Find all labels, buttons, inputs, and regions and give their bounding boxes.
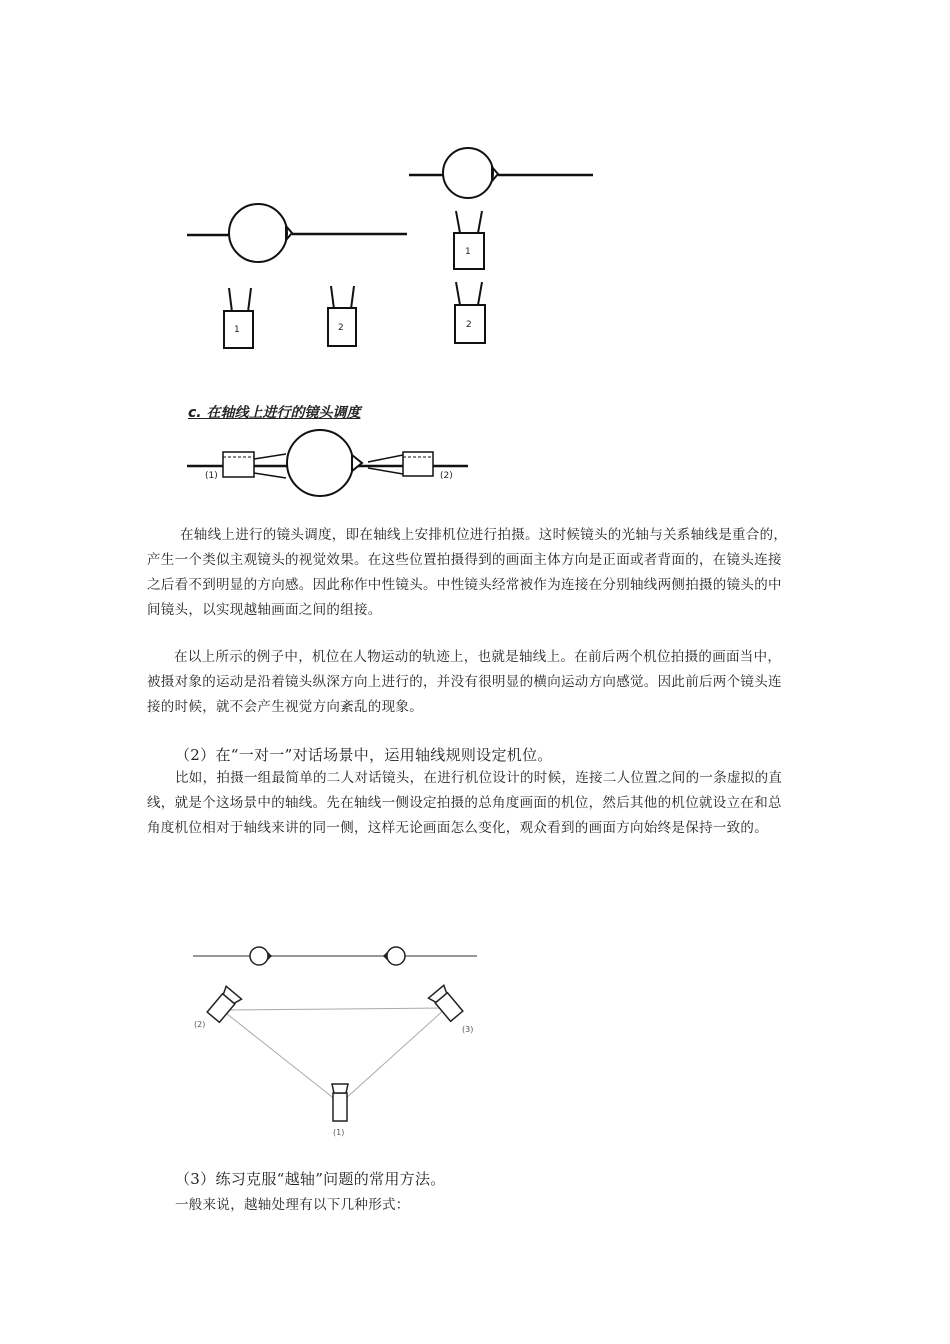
camera-2-icon <box>206 986 242 1023</box>
position-label: (2) <box>194 1020 206 1029</box>
camera-label: 1 <box>234 325 240 335</box>
paragraph-line: 被摄对象的运动是沿着镜头纵深方向上进行的，并没有很明显的横向运动方向感觉。因此前后两个镜头连 <box>147 674 782 690</box>
position-label: (1) <box>333 1128 345 1137</box>
section-text: 一般来说，越轴处理有以下几种形式： <box>175 1197 410 1213</box>
position-label: (2) <box>440 471 453 481</box>
camera-label: 1 <box>465 247 471 257</box>
camera-1-icon <box>332 1084 348 1121</box>
paragraph-line: 角度机位相对于轴线来讲的同一侧，这样无论画面怎么变化，观众看到的画面方向始终是保持一致的。 <box>147 820 768 836</box>
paragraph-line: 接的时候，就不会产生视觉方向紊乱的现象。 <box>147 699 423 715</box>
paragraph-line: 线，就是个这场景中的轴线。先在轴线一侧设定拍摄的总角度画面的机位，然后其他的机位就设立在和总 <box>147 795 782 811</box>
paragraph-line: 在以上所示的例子中，机位在人物运动的轨迹上，也就是轴线上。在前后两个机位拍摄的画面当中， <box>174 649 782 665</box>
figure-caption: c. 在轴线上进行的镜头调度 <box>188 405 361 421</box>
section-heading: （3）练习克服“越轴”问题的常用方法。 <box>175 1170 446 1188</box>
camera-label: 2 <box>466 320 472 330</box>
camera-3-icon <box>428 985 464 1022</box>
paragraph-line: 产生一个类似主观镜头的视觉效果。在这些位置拍摄得到的画面主体方向是正面或者背面的，在镜头连接 <box>147 552 782 568</box>
camera-label: 2 <box>338 323 344 333</box>
paragraph-line: 之后看不到明显的方向感。因此称作中性镜头。中性镜头经常被作为连接在分别轴线两侧拍摄的镜头的中 <box>147 577 782 593</box>
position-label: (1) <box>205 471 218 481</box>
paragraph-line: 在轴线上进行的镜头调度，即在轴线上安排机位进行拍摄。这时候镜头的光轴与关系轴线是重合的， <box>180 527 788 543</box>
paragraph-line: 间镜头，以实现越轴画面之间的组接。 <box>147 602 382 618</box>
paragraph-line: 比如，拍摄一组最简单的二人对话镜头，在进行机位设计的时候，连接二人位置之间的一条虚拟的直 <box>175 770 783 786</box>
position-label: (3) <box>462 1025 474 1034</box>
section-heading: （2）在“一对一”对话场景中，运用轴线规则设定机位。 <box>175 746 553 764</box>
